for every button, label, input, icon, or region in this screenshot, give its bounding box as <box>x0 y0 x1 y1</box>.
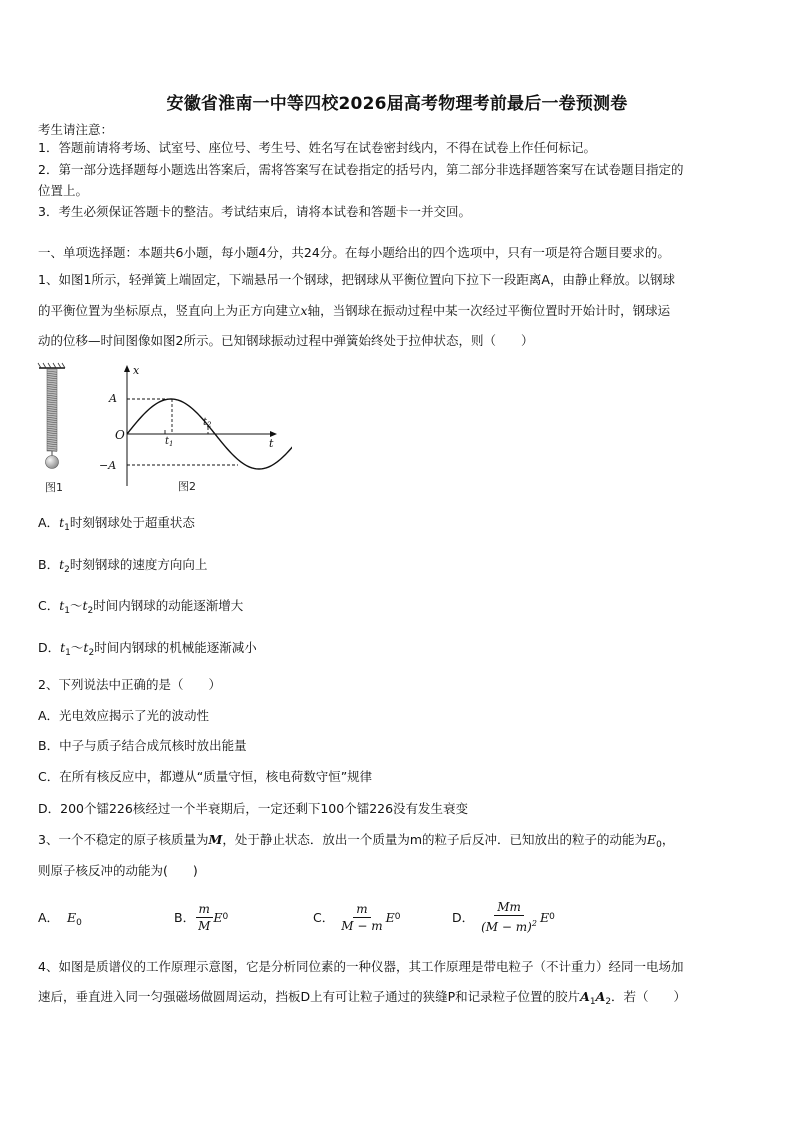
q1-option-a: A．$t_1$时刻钢球处于超重状态 <box>38 515 195 533</box>
q1-stem-line-2a: 的平衡位置为坐标原点，竖直向上为正方向建立 <box>38 303 301 318</box>
q3-d-fraction: $\frac{Mm}{(M - m)^2}$ <box>481 900 537 934</box>
q3-option-a: A． $E_0$ <box>38 910 82 928</box>
t1-label: $t_1$ <box>165 436 174 448</box>
origin-label: O <box>115 428 125 442</box>
amplitude-pos-label: A <box>109 392 117 405</box>
q1-option-c: C．$t_1\sim t_2$时间内钢球的动能逐渐增大 <box>38 598 244 616</box>
notice-heading: 考生请注意： <box>38 122 114 137</box>
figure-2-graph <box>92 362 292 497</box>
section-heading: 一、单项选择题：本题共6小题，每小题4分，共24分。在每小题给出的四个选项中，只有一项是符合题目要求的。 <box>38 245 670 260</box>
q3-stem-line-1: 3、一个不稳定的原子核质量为M，处于静止状态．放出一个质量为m的粒子后反冲．已知放出的粒子的动能为$E_0$， <box>38 832 675 850</box>
page-title: 安徽省淮南一中等四校2026届高考物理考前最后一卷预测卷 <box>166 94 628 114</box>
q1-stem-line-3: 动的位移—时间图像如图2所示。已知钢球振动过程中弹簧始终处于拉伸状态，则（ ） <box>38 333 534 348</box>
axis-x-label: x <box>133 364 140 377</box>
figure-2-label: 图2 <box>178 480 196 493</box>
q3-b-fraction: $\frac{m}{M}$ <box>195 902 213 933</box>
q3-option-b: B． $\frac{m}{M}$ E 0 <box>174 901 229 933</box>
q3-option-c: C． $\frac{m}{M - m}$ E 0 <box>313 901 401 933</box>
q3-option-d: D． $\frac{Mm}{(M - m)^2}$ E 0 <box>452 900 555 934</box>
notice-item-1: 1．答题前请将考场、试室号、座位号、考生号、姓名写在试卷密封线内，不得在试卷上作任何标记。 <box>38 140 596 155</box>
q1-stem-line-2b: 轴，当钢球在振动过程中某一次经过平衡位置时开始计时，钢球运 <box>307 303 671 318</box>
notice-item-2-cont: 位置上。 <box>38 183 89 198</box>
q1-stem-line-2 <box>38 302 670 319</box>
q2-option-c: C．在所有核反应中，都遵从“质量守恒，核电荷数守恒”规律 <box>38 769 373 784</box>
q1-option-d: D．$t_1\sim t_2$时间内钢球的机械能逐渐减小 <box>38 640 257 658</box>
q4-stem-line-2: 速后，垂直进入同一匀强磁场做圆周运动，挡板D上有可让粒子通过的狭缝P和记录粒子位置的胶片$A_1A_2$．若（ ） <box>38 989 687 1007</box>
q2-stem: 2、下列说法中正确的是（ ） <box>38 677 221 692</box>
q2-option-b: B．中子与质子结合成氘核时放出能量 <box>38 738 247 753</box>
axis-t-label: t <box>269 437 274 450</box>
notice-item-2: 2．第一部分选择题每小题选出答案后，需将答案写在试卷指定的括号内，第二部分非选择题答案写在试卷题目指定的 <box>38 162 684 177</box>
figure-1-spring <box>36 362 76 497</box>
notice-item-3: 3．考生必须保证答题卡的整洁。考试结束后，请将本试卷和答题卡一并交回。 <box>38 204 471 219</box>
figure-1-label: 图1 <box>45 481 63 494</box>
q1-var-x: x <box>300 303 308 318</box>
amplitude-neg-label: −A <box>99 459 117 472</box>
t2-label: $t_2$ <box>203 417 212 429</box>
q1-option-b: B．$t_2$时刻钢球的速度方向向上 <box>38 557 208 575</box>
q3-stem-line-2: 则原子核反冲的动能为( ) <box>38 863 198 878</box>
q4-stem-line-1: 4、如图是质谱仪的工作原理示意图，它是分析同位素的一种仪器，其工作原理是带电粒子（不计重力）经同一电场加 <box>38 959 684 974</box>
q2-option-d: D．200个镭226核经过一个半衰期后，一定还剩下100个镭226没有发生衰变 <box>38 801 469 816</box>
q1-stem-line-1: 1、如图1所示，轻弹簧上端固定，下端悬吊一个钢球，把钢球从平衡位置向下拉下一段距离A，由静止释放。以钢球 <box>38 272 675 287</box>
q3-c-fraction: $\frac{m}{M - m}$ <box>341 901 383 933</box>
q2-option-a: A．光电效应揭示了光的波动性 <box>38 708 210 723</box>
